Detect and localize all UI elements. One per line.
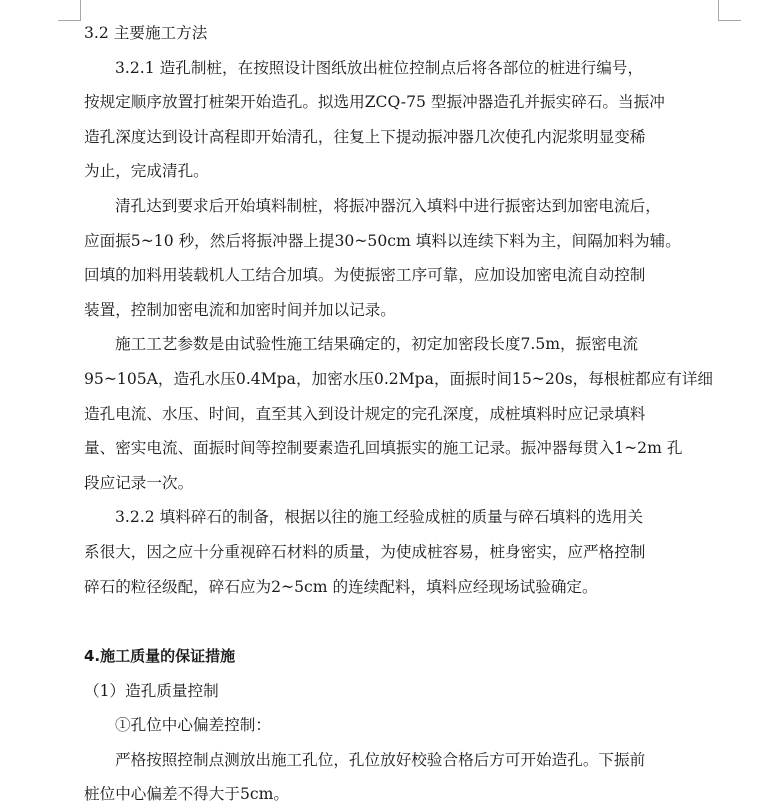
paragraph-hole-cleaning — [84, 189, 724, 327]
paragraph-position-control — [84, 743, 724, 812]
paragraph-line: 造孔电流、水压、时间，直至其入到设计规定的完孔深度，成桩填料时应记录填料 — [84, 404, 646, 423]
paragraph-line: 回填的加料用装载机人工结合加填。为使振密工序可靠，应加设加密电流自动控制 — [84, 266, 646, 285]
paragraph-process-parameters — [84, 327, 724, 500]
document-body[interactable] — [84, 16, 724, 812]
paragraph-line: 按规定顺序放置打桩架开始造孔。拟选用ZCQ-75 型振冲器造孔并振实碎石。当振冲 — [84, 93, 665, 112]
paragraph-line: 桩位中心偏差不得大于5cm。 — [84, 785, 289, 804]
paragraph-3-2-1 — [84, 51, 724, 189]
paragraph-line: 碎石的粒径级配，碎石应为2~5cm 的连续配料，填料应经现场试验确定。 — [84, 577, 598, 596]
paragraph-line: 施工工艺参数是由试验性施工结果确定的，初定加密段长度7.5m，振密电流 — [115, 335, 638, 354]
subheading-hole-quality: （1）造孔质量控制 — [84, 681, 219, 700]
paragraph-line: 段应记录一次。 — [84, 473, 194, 492]
paragraph-line: 造孔深度达到设计高程即开始清孔，往复上下提动振冲器几次使孔内泥浆明显变稀 — [84, 127, 646, 146]
paragraph-line: 为止，完成清孔。 — [84, 162, 209, 181]
paragraph-line: 严格按照控制点测放出施工孔位，孔位放好校验合格后方可开始造孔。下振前 — [115, 750, 646, 769]
paragraph-3-2-2 — [84, 500, 724, 604]
paragraph-line: 清孔达到要求后开始填料制桩，将振冲器沉入填料中进行振密达到加密电流后， — [115, 196, 661, 215]
subheading-hole-position: ①孔位中心偏差控制： — [115, 716, 271, 735]
paragraph-line: 95~105A，造孔水压0.4Mpa，加密水压0.2Mpa，面振时间15~20s，每根桩都应有详细 — [84, 369, 714, 388]
paragraph-line: 装置，控制加密电流和加密时间并加以记录。 — [84, 300, 396, 319]
section-heading-3-2: 3.2 主要施工方法 — [84, 24, 208, 42]
paragraph-line: 量、密实电流、面振时间等控制要素造孔回填振实的施工记录。振冲器每贯入1~2m 孔 — [84, 439, 683, 458]
paragraph-line: 3.2.2 填料碎石的制备，根据以往的施工经验成桩的质量与碎石填料的选用关 — [115, 508, 644, 527]
paragraph-line: 系很大，因之应十分重视碎石材料的质量，为使成桩容易，桩身密实，应严格控制 — [84, 542, 646, 561]
paragraph-line: 3.2.1 造孔制桩，在按照设计图纸放出桩位控制点后将各部位的桩进行编号， — [115, 58, 644, 77]
blank-line — [84, 604, 724, 639]
paragraph-line: 应面振5~10 秒，然后将振冲器上提30~50cm 填料以连续下料为主，间隔加料为辅。 — [84, 231, 681, 250]
section-heading-4: 4.施工质量的保证措施 — [84, 647, 236, 666]
page-corner-mark-top-left — [58, 0, 81, 21]
